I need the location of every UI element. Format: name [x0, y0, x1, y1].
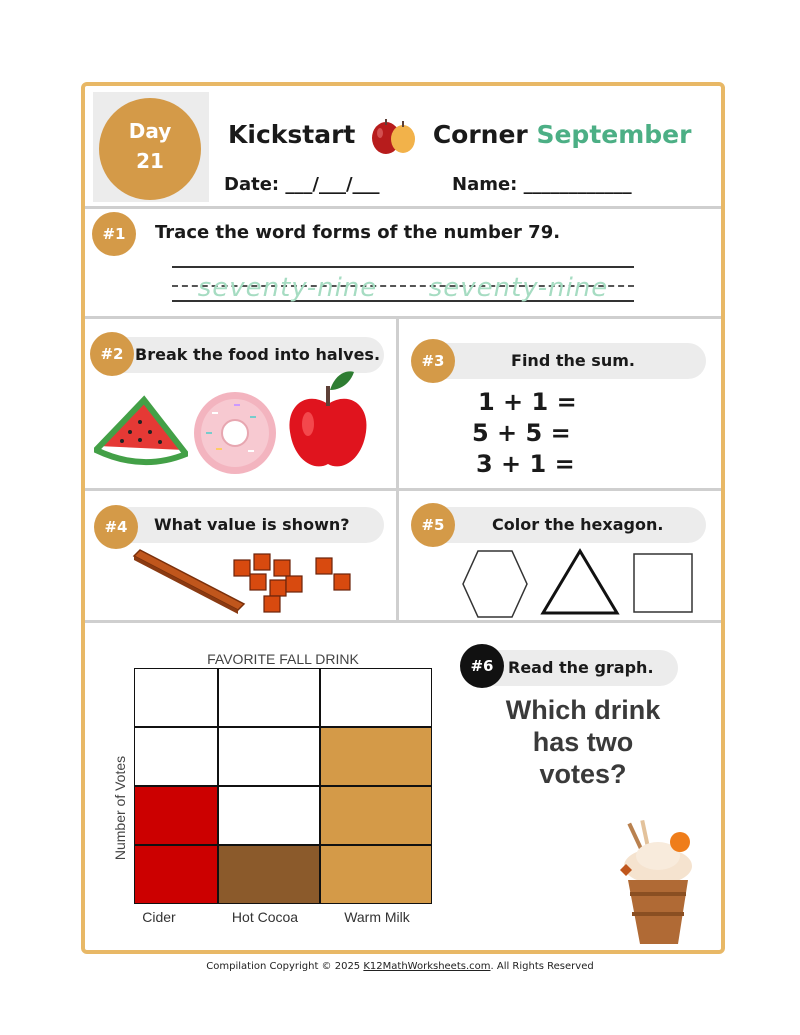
q1-prompt-text: Trace the word forms of the number 79.: [155, 222, 561, 243]
unit-cubes-icon: [230, 552, 358, 618]
x-tick-label: Hot Cocoa: [231, 909, 299, 925]
date-field[interactable]: Date: ___/___/___: [224, 174, 380, 195]
square-shape[interactable]: [632, 552, 694, 614]
bar-chart: [134, 668, 432, 904]
sum-problem: 1 + 1 =: [478, 388, 577, 416]
page-title: [228, 116, 691, 156]
trace-area[interactable]: [172, 268, 634, 308]
q4-badge: #4: [94, 505, 138, 549]
name-field[interactable]: Name: ____________: [452, 174, 632, 195]
pumpkin-latte-icon: [614, 818, 704, 948]
empty-cell: [218, 668, 320, 727]
bar-cell-warm-milk: [320, 786, 432, 845]
bar-cell-cider: [134, 786, 218, 845]
ten-rod-icon: [130, 546, 246, 616]
q3-badge: #3: [411, 339, 455, 383]
q3-pill: [420, 343, 706, 379]
q5-badge: #5: [411, 503, 455, 547]
watermelon-icon: [94, 394, 188, 466]
sum-problem: 5 + 5 =: [472, 419, 571, 447]
q1-prompt: [155, 222, 560, 243]
day-number: 21: [136, 149, 164, 173]
footer-text: Compilation Copyright © 2025: [206, 961, 364, 972]
chart-title: FAVORITE FALL DRINK: [207, 651, 359, 667]
hexagon-shape[interactable]: [460, 548, 530, 620]
day-badge: [99, 98, 201, 200]
title-kickstart: Kickstart: [228, 120, 356, 149]
q4-pill: [104, 507, 384, 543]
trace-word: seventy-nine: [197, 273, 378, 303]
title-corner: Corner: [432, 120, 528, 149]
bar-cell-hot-cocoa: [218, 845, 320, 904]
bar-cell-cider: [134, 845, 218, 904]
sum-problem: 3 + 1 =: [476, 450, 575, 478]
empty-cell: [134, 727, 218, 786]
divider: [85, 206, 721, 209]
divider: [85, 488, 721, 491]
q4-prompt: What value is shown?: [154, 515, 350, 534]
empty-cell: [320, 668, 432, 727]
bar-cell-warm-milk: [320, 845, 432, 904]
q2-prompt: Break the food into halves.: [135, 345, 381, 364]
q5-pill: [420, 507, 706, 543]
triangle-shape[interactable]: [540, 548, 620, 616]
empty-cell: [134, 668, 218, 727]
day-label: Day: [128, 119, 172, 143]
x-tick-label: Warm Milk: [344, 909, 410, 925]
q5-prompt: Color the hexagon.: [492, 515, 664, 534]
empty-cell: [218, 727, 320, 786]
divider: [85, 316, 721, 319]
x-tick-label: Cider: [142, 909, 176, 925]
q6-prompt: Read the graph.: [508, 658, 654, 677]
apples-icon: [370, 116, 418, 156]
trace-word: seventy-nine: [428, 273, 609, 303]
q1-badge: #1: [92, 212, 136, 256]
bar-cell-warm-milk: [320, 727, 432, 786]
footer-copyright: [0, 961, 800, 972]
footer-text-end: . All Rights Reserved: [490, 961, 594, 972]
y-axis-label: Number of Votes: [112, 755, 128, 861]
empty-cell: [218, 786, 320, 845]
title-month: September: [536, 120, 692, 149]
footer-link[interactable]: K12MathWorksheets.com: [363, 961, 491, 972]
q6-pill: [478, 650, 678, 686]
divider: [396, 318, 399, 620]
divider: [85, 620, 721, 623]
apple-icon: [286, 368, 370, 474]
donut-icon: [190, 390, 280, 476]
q6-badge: #6: [460, 644, 504, 688]
graph-question: Which drink has two votes?: [505, 695, 661, 789]
q3-prompt: Find the sum.: [511, 351, 635, 370]
q2-badge: #2: [90, 332, 134, 376]
